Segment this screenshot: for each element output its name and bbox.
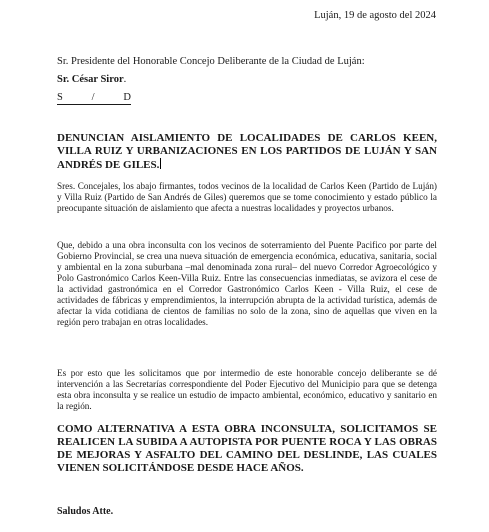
- paragraph-3[interactable]: Es por esto que les solicitamos que por intermedio de este honorable concejo deliberante se dé intervención a las Secretarías correspondiente del Poder Ejecutivo del Municipio para que se detenga esta obra inconsulta y se realice un estudio de impacto ambiental, económico, educativo y sanitario en la región.: [57, 368, 437, 411]
- addressee-name: Sr. César Siror: [57, 74, 124, 85]
- headline[interactable]: [57, 132, 437, 172]
- sd-line: [57, 91, 131, 105]
- paragraph-1[interactable]: Sres. Concejales, los abajo firmantes, todos vecinos de la localidad de Carlos Keen (Partido de Luján) y Villa Ruiz (Partido de San Andrés de Giles) queremos que se tome conocimiento y estado público la preocupante situación de aislamiento que afecta a nuestras localidades y proyectos urbanos.: [57, 181, 437, 213]
- addressee-line: [57, 73, 126, 86]
- signoff: Saludos Atte.: [57, 506, 114, 517]
- paragraph-2[interactable]: Que, debido a una obra inconsulta con los vecinos de soterramiento del Puente Pacifico por parte del Gobierno Provincial, se crea una nueva situación de emergencia económica, educativa, sanitaria, social y ambiental en la zona suburbana –mal denominada zona rural– del nuevo Corredor Agroecológico y Polo Gastronómico Carlos Keen-Villa Ruiz. Entre las consecuencias inmediatas, se avizora el cese de la actividad gastronómica en el Corredor Gastronómico Carlos Keen - Villa Ruiz, el cese de actividades de fábricas y emprendimientos, la interrupción abrupta de la actividad turística, además de afectar la vida cotidiana de cientos de familias no solo de la zona, sino de aquellas que viven en la región pero trabajan en otras localidades.: [57, 240, 437, 327]
- closing-request[interactable]: COMO ALTERNATIVA A ESTA OBRA INCONSULTA, SOLICITAMOS SE REALICEN LA SUBIDA A AUTOPISTA POR PUENTE ROCA Y LAS OBRAS DE MEJORAS Y ASFALTO DEL CAMINO DEL DESLINDE, LAS CUALES VIENEN SOLICITÁNDOSE DESDE HACE AÑOS.: [57, 423, 437, 474]
- text-cursor: [160, 158, 161, 169]
- addressee-period: .: [123, 74, 127, 85]
- letter-date: Luján, 19 de agosto del 2024: [314, 10, 436, 21]
- sd-left: S: [57, 92, 63, 103]
- sd-mid: /: [91, 92, 95, 103]
- sd-right: D: [123, 92, 131, 103]
- headline-text: DENUNCIAN AISLAMIENTO DE LOCALIDADES DE CARLOS KEEN, VILLA RUIZ Y URBANIZACIONES EN LOS PARTIDOS DE LUJÁN Y SAN ANDRÉS DE GILES.: [57, 132, 437, 171]
- recipient-line: Sr. Presidente del Honorable Concejo Deliberante de la Ciudad de Luján:: [57, 56, 365, 67]
